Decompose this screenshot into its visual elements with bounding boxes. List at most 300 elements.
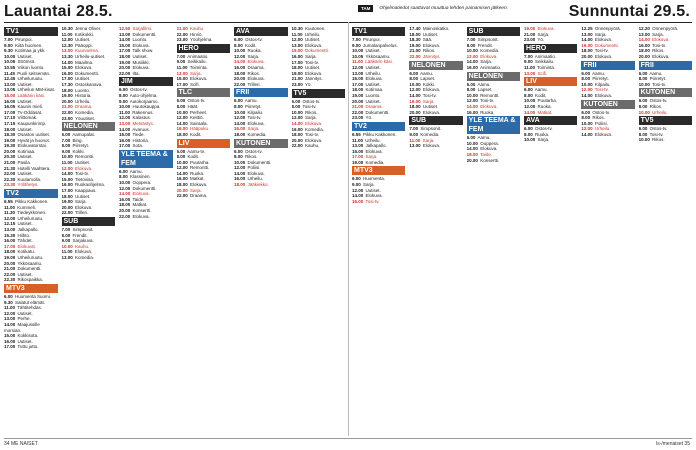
program-time: 10.55 (4, 64, 16, 70)
program-title: Lapset. (420, 76, 436, 82)
program-listing (119, 71, 173, 77)
program-title: Tosi-tv. (594, 87, 609, 93)
program-time: 18.00 (234, 182, 246, 188)
program-time: 13.00 (409, 143, 421, 149)
program-listing (639, 137, 692, 143)
program-title: Yölähetys. (17, 182, 39, 188)
program-title: Uutiset. (17, 310, 33, 316)
program-title: Animaatio. (187, 53, 209, 59)
program-title: Hirviö. (190, 31, 203, 37)
program-time: 13.30 (61, 53, 73, 59)
program-title: Elokuva. (422, 109, 441, 115)
program-time: 7.00 (176, 53, 186, 59)
program-time: 9.30 (4, 48, 13, 54)
program-time: 12.00 (234, 165, 246, 171)
program-title: Kaunis mieli. (17, 104, 44, 110)
program-time: 17.00 (4, 109, 16, 115)
channel-header: TV2 (4, 189, 58, 198)
program-time: 15.30 (4, 232, 16, 238)
program-title: Elokuva. (132, 213, 150, 219)
program-time: 6.00 (176, 98, 186, 104)
program-time: 18.00 (61, 87, 73, 93)
program-time: 9.00 (119, 98, 128, 104)
program-title: Ykkösaamu. (17, 260, 43, 266)
program-title: Uutiset. (75, 193, 91, 199)
program-title: Sairaala. (190, 120, 208, 126)
program-title: Rikos. (649, 103, 663, 109)
program-title: Kauhu. (75, 243, 90, 249)
program-title: Ostos-tv. (649, 126, 668, 132)
program-title: Uutiset. (422, 31, 439, 37)
program-title: Elokuva. (74, 249, 93, 255)
program-title: Huomenta. (363, 176, 386, 182)
schedule-column (62, 26, 116, 434)
program-title: Dokumentti. (305, 48, 330, 54)
program-listing (234, 182, 288, 188)
program-title: Poliisi. (247, 165, 261, 171)
program-title: Elokuva. (365, 76, 383, 82)
notice-text: Ohjelmatiedot saattavat muuttua lehden painamisen jälkeen. (379, 6, 508, 11)
program-time: 22.00 (352, 109, 364, 115)
program-time: 21.00 (176, 26, 188, 31)
program-time: 16.00 (176, 126, 188, 132)
program-title: Onnenpyörä. (652, 26, 679, 31)
program-title: Elokuva. (652, 37, 670, 43)
channel-header: TV5 (639, 116, 692, 125)
program-title: Remontti. (480, 92, 500, 98)
program-title: Aamupalat. (72, 132, 96, 138)
program-title: Uutiset. (74, 160, 91, 166)
program-time: 22.00 (61, 109, 73, 115)
program-title: Sarjakuva. (72, 238, 94, 244)
program-time: 18.00 (234, 131, 246, 137)
program-time: 23.30 (4, 182, 16, 188)
program-title: Pirunpoi. (363, 37, 381, 42)
program-time: 12.00 (352, 187, 364, 193)
program-title: Ostos-tv. (245, 148, 263, 154)
program-time: 22.30 (4, 277, 16, 283)
program-title: Kauhu. (305, 143, 320, 149)
program-time: 8.00 (638, 103, 648, 109)
program-time: 7.00 (466, 37, 476, 42)
program-title: Dokumentti. (365, 109, 390, 115)
program-time: 14.00 (234, 59, 246, 65)
program-title: Ruoka. (535, 131, 550, 137)
program-title: Sarja. (480, 59, 492, 65)
program-time: 22.00 (176, 193, 188, 199)
program-time: 8.00 (234, 154, 243, 160)
program-time: 13.00 (352, 143, 364, 149)
program-title: Kodit. (190, 131, 202, 137)
program-title: Taide. (132, 196, 145, 202)
program-title: Tosi-tv. (594, 48, 609, 54)
program-title: Scifi. (537, 70, 548, 76)
program-title: Elokuva. (132, 65, 150, 71)
channel-header: AVA (234, 27, 288, 36)
program-time: 10.00 (234, 48, 246, 54)
program-time: 8.00 (61, 232, 71, 238)
program-time: 10.00 (523, 137, 536, 143)
program-title: Kokkisota. (17, 333, 39, 339)
program-time: 12.00 (4, 215, 16, 221)
program-time: 18.00 (581, 48, 593, 54)
program-title: Ostos-tv. (130, 87, 148, 93)
program-time: 8.00 (581, 76, 591, 82)
program-title: Sota. (132, 143, 144, 149)
program-time: 20.00 (291, 137, 303, 143)
program-title: Ruokaohjelma. (75, 182, 106, 188)
program-time: 10.00 (291, 109, 303, 115)
program-time: 16.00 (176, 176, 188, 182)
program-time: 18.00 (638, 48, 650, 54)
program-title: Elokuva. (365, 193, 383, 199)
program-time: 6.00 (409, 70, 419, 76)
program-listing (581, 93, 634, 99)
channel-header: TV1 (352, 27, 405, 36)
program-title: Kotikatu. (17, 249, 36, 255)
channel-header: KUTONEN (234, 139, 288, 148)
program-title: Uutiset. (365, 48, 381, 54)
program-time: 6.00 (234, 98, 243, 104)
program-time: 20.00 (176, 187, 188, 193)
program-title: Kalastus. (132, 115, 152, 121)
program-time: 16.00 (638, 42, 650, 48)
program-time: 20.00 (4, 260, 16, 266)
program-title: Aamu-tv. (187, 148, 205, 154)
program-title: Konsertti. (132, 208, 152, 214)
program-title: Elokuva. (422, 143, 441, 149)
program-time: 19.00 (409, 42, 421, 48)
program-time: 14.00 (119, 126, 131, 132)
program-title: Elokuva. (75, 165, 93, 171)
program-title: Jenna Oliver. (75, 26, 102, 31)
program-time: 20.00 (466, 157, 478, 163)
program-time: 19.30 (4, 143, 16, 149)
program-time: 20.00 (581, 53, 593, 59)
program-title: Ruoka. (480, 109, 495, 115)
program-title: Remontti. (75, 154, 95, 160)
program-listing (467, 158, 520, 164)
program-time: 19.00 (291, 70, 303, 76)
program-title: Dokumentti. (132, 31, 157, 37)
program-time: 15.00 (119, 132, 131, 138)
program-listing (62, 210, 116, 216)
program-time: 19.00 (119, 59, 131, 65)
program-time: 8.00 (176, 154, 186, 160)
program-time: 11.30 (4, 210, 16, 216)
program-time: 16.00 (234, 176, 246, 182)
program-title: Uutiset. (17, 126, 33, 132)
program-title: Uutiset. (305, 65, 321, 71)
program-title: Sarja. (305, 53, 317, 59)
schedule-column (234, 26, 288, 434)
program-title: Komedia. (75, 109, 95, 115)
program-title: Pikku Kakkonen. (363, 131, 397, 137)
program-time: 19.00 (523, 26, 536, 31)
program-title: Luonto. (75, 87, 91, 93)
program-title: Viittomak. (17, 115, 38, 121)
program-time: 21.00 (352, 104, 364, 110)
program-time: 12.00 (61, 37, 73, 43)
program-title: Rikos. (592, 115, 605, 121)
program-time: 10.00 (119, 104, 131, 110)
program-title: Dokumentti. (75, 70, 100, 76)
program-time: 15.00 (119, 42, 131, 48)
program-time: 11.00 (291, 31, 303, 37)
program-title: Tosi-tv. (649, 131, 664, 137)
program-title: Ooppera. (480, 140, 499, 146)
program-time: 9.00 (176, 59, 186, 65)
program-listing (352, 115, 405, 121)
program-title: Kotimaa. (365, 87, 384, 93)
program-time: 9.00 (523, 59, 533, 65)
program-time: 10.00 (61, 243, 73, 249)
program-title: Dokumentti. (132, 185, 157, 191)
program-time: 16.00 (234, 64, 246, 70)
program-time: 14.00 (581, 131, 593, 137)
schedule-column (581, 26, 634, 434)
program-time: 19.00 (4, 254, 16, 260)
program-title: Rikos. (245, 154, 258, 160)
program-title: Animaatio. (479, 64, 502, 70)
program-title: Tosi-tv. (302, 104, 317, 110)
program-time: 22.00 (409, 53, 421, 59)
program-title: Piirretyt. (72, 143, 90, 149)
program-time: 12.00 (4, 310, 16, 316)
program-time: 10.00 (176, 159, 188, 165)
program-title: Kokki. (422, 81, 436, 87)
program-time: 18.00 (119, 202, 131, 208)
program-listing (524, 137, 577, 143)
program-title: Musiikki. (132, 59, 150, 65)
program-time: 6.00 (523, 126, 533, 132)
program-time: 6.00 (4, 293, 13, 299)
program-time: 11.00 (61, 249, 73, 255)
schedule-column (524, 26, 577, 434)
program-time: 22.00 (119, 213, 131, 219)
program-title: Elokuva. (480, 53, 498, 59)
program-time: 15.00 (61, 176, 73, 182)
program-title: Maailma. (75, 59, 94, 65)
program-time: 22.00 (4, 171, 16, 177)
program-time: 13.05 (4, 87, 16, 93)
program-time: 17.00 (4, 243, 16, 249)
program-title: Matkat. (132, 202, 148, 208)
channel-header: TV5 (292, 89, 346, 98)
channel-header: TLC (177, 88, 231, 97)
program-time: 16.00 (4, 338, 16, 344)
program-time: 14.00 (581, 37, 593, 43)
program-time: 12.00 (409, 87, 421, 93)
program-title: Ilta. (132, 70, 140, 76)
channel-header: HERO (177, 44, 231, 53)
program-time: 9.00 (4, 42, 13, 48)
program-title: Simpsonit. (477, 37, 499, 42)
program-time: 17.00 (61, 76, 73, 82)
program-title: Aamu. (244, 98, 258, 104)
program-time: 20.00 (234, 76, 246, 82)
program-title: Hyvät ja huonot. (17, 137, 51, 143)
program-time: 18.00 (4, 249, 16, 255)
program-time: 10.00 (638, 81, 650, 87)
program-title: Uutiset. (365, 187, 381, 193)
program-time: 14.00 (61, 171, 73, 177)
program-title: Huutokauppa. (132, 104, 161, 110)
program-time: 18.00 (466, 151, 478, 157)
program-time: 6.00 (234, 148, 243, 154)
program-title: Tosi-tv. (480, 98, 495, 104)
program-time: 8.00 (523, 92, 533, 98)
program-time: 14.00 (523, 109, 536, 115)
program-title: Piirretyt. (649, 76, 667, 82)
footer-page-right: ls-/menaiset 35 (656, 441, 690, 447)
program-title: Komedia. (480, 48, 500, 54)
channel-header: FRII (234, 88, 288, 97)
program-time: 8.00 (638, 76, 648, 82)
program-time: 11.00 (4, 305, 16, 311)
program-title: Ykkösaamu. (365, 53, 391, 59)
program-title: Tosi-tv. (304, 132, 319, 138)
program-title: Seikkailu. (535, 59, 555, 65)
program-title: Huomenta Suomi. (15, 293, 52, 299)
program-title: Urheilu-uutiset. (75, 53, 106, 59)
program-time: 6.00 (523, 87, 533, 93)
program-title: Historia. (75, 93, 92, 99)
program-title: Uutiset. (365, 81, 381, 87)
program-time: 18.00 (291, 65, 303, 71)
program-title: Uutiset. (17, 271, 33, 277)
program-time: 12.00 (352, 64, 364, 70)
program-title: Ostos-tv. (245, 37, 263, 42)
program-title: Tosi-tv. (74, 171, 89, 177)
program-time: 14.00 (466, 146, 478, 152)
program-title: Tiedeykkönen. (17, 210, 47, 216)
program-title: Perheet. (190, 109, 208, 115)
program-title: Ostos-tv. (302, 98, 321, 104)
schedule-column (467, 26, 520, 434)
program-title: Jääkiekko. (247, 182, 269, 188)
program-time: 16.00 (291, 53, 303, 59)
program-title: Urheiluruutu. (17, 76, 44, 82)
program-title: Kaappaus. (75, 188, 97, 194)
program-title: Ostoskanava. (75, 81, 103, 87)
program-time: 14.00 (581, 92, 593, 98)
program-title: Perhe. (17, 316, 31, 322)
program-title: Elokuva. (305, 42, 323, 48)
program-title: Kodit. (245, 42, 257, 48)
program-time: 20.00 (4, 148, 16, 154)
program-time: 12.00 (291, 115, 303, 121)
program-listing (234, 132, 288, 138)
footer-divider (4, 438, 692, 439)
program-time: 12.00 (234, 115, 246, 121)
program-listing (234, 82, 288, 88)
program-time: 13.00 (4, 227, 16, 232)
program-title: Kotimaa ja ykk. (15, 48, 46, 54)
program-time: 13.00 (4, 316, 16, 322)
program-title: Puutarha. (190, 159, 210, 165)
program-time: 18.30 (409, 37, 421, 43)
program-time: 13.00 (291, 42, 303, 48)
program-time: 16.00 (581, 42, 593, 48)
program-title: Autokorjaamo. (129, 98, 159, 104)
program-time: 12.00 (61, 165, 73, 171)
program-title: Bing. (72, 137, 83, 143)
program-title: Tiede. (132, 132, 145, 138)
program-title: Auto-ohjelma. (129, 92, 158, 98)
program-time: 16.00 (119, 137, 131, 143)
program-time: 20.00 (61, 204, 73, 210)
program-title: Kummeli. (17, 204, 37, 210)
program-time: 17.10 (4, 115, 16, 121)
program-listing (62, 255, 116, 261)
program-time: 15.00 (352, 76, 364, 82)
program-title: Häät. (187, 103, 199, 109)
program-title: Toiminta. (537, 64, 556, 70)
program-title: Pasila. (17, 160, 32, 166)
program-listing (119, 143, 173, 149)
program-listing (467, 65, 520, 71)
program-time: 6.00 (466, 135, 476, 141)
program-title: Kuutamolla. (17, 176, 42, 182)
program-title: Kiitä huomen. (15, 42, 43, 48)
program-title: Aamu. (534, 87, 548, 93)
program-title: Elokuva. (190, 76, 208, 82)
program-time: 11.00 (352, 137, 364, 143)
program-time: 6.00 (291, 98, 301, 104)
program-title: Ostos-tv. (187, 98, 206, 104)
program-title: Elokuva. (247, 59, 265, 65)
program-title: Dokumentti. (594, 42, 619, 48)
channel-header: JIM (119, 77, 173, 86)
program-time: 11.00 (61, 31, 73, 37)
program-title: Osaston uutiset. (17, 132, 51, 138)
program-title: Tosi-tv. (422, 92, 437, 98)
schedule-columns-saturday (4, 26, 345, 434)
channel-header: HERO (524, 44, 577, 53)
program-title: Kilpailu. (247, 109, 264, 115)
channel-header: NELONEN (62, 122, 116, 131)
program-title: Jännitys. (422, 53, 441, 59)
program-time: 16.00 (119, 196, 131, 202)
program-title: Tv-Oddasat. (17, 109, 43, 115)
program-title: Luonto. (365, 92, 381, 98)
program-title: Konsertti. (480, 157, 500, 163)
program-listing (524, 37, 577, 43)
program-title: Talk show. (132, 48, 154, 54)
program-time: 22.00 (176, 31, 188, 37)
program-title: Elokuva. (247, 120, 265, 126)
program-time: 10.00 (581, 120, 593, 126)
program-title: Tietovisa. (74, 176, 95, 182)
program-time: 12.45 (4, 76, 16, 82)
program-time: 17.00 (352, 154, 364, 160)
program-listing (639, 54, 692, 60)
program-time: 12.00 (119, 185, 131, 191)
program-title: Sarja. (537, 137, 550, 143)
program-title: Sarja. (652, 31, 664, 37)
program-time: 10.00 (4, 53, 16, 59)
program-time: 10.00 (234, 109, 246, 115)
program-time: 7.00 (61, 227, 71, 232)
program-title: Tuttu juttu. (17, 344, 39, 350)
program-title: Salatut elämät. (15, 299, 46, 305)
schedule-column (4, 26, 58, 434)
program-time: 21.00 (4, 160, 16, 166)
program-title: Luonto. (132, 37, 148, 43)
program-title: Tosi-tv. (652, 42, 666, 48)
program-title: Hotelli Vaahtera. (17, 165, 51, 171)
